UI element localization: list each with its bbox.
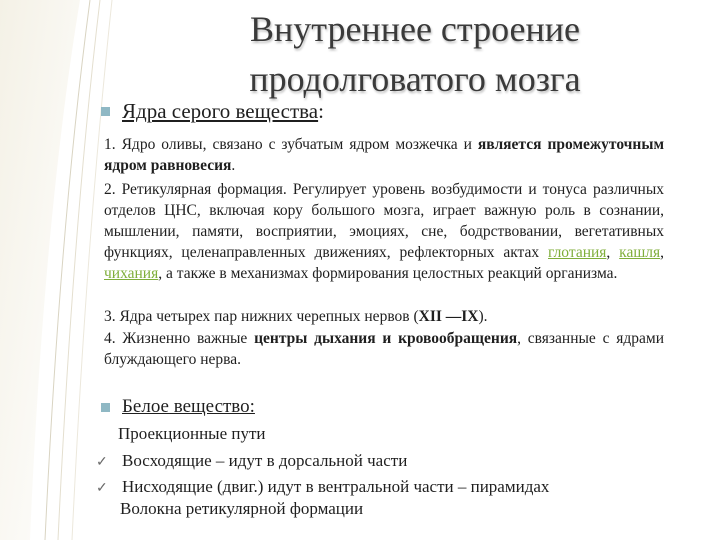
item1-end: . xyxy=(231,157,236,174)
square-bullet-icon xyxy=(101,107,110,116)
item4-bold: центры дыхания и кровообращения xyxy=(254,330,518,347)
gray-matter-label: Ядра серого вещества xyxy=(122,99,319,123)
item-cranial-nerves xyxy=(104,306,664,327)
item2-sep2: , xyxy=(660,244,665,261)
descending-text: Нисходящие (двиг.) идут в вентральной части – пирамидах xyxy=(122,477,550,496)
title-line-2: продолговатого мозга xyxy=(249,59,581,99)
item-vital-centers xyxy=(104,328,664,370)
page-title xyxy=(200,4,630,104)
gray-matter-colon: : xyxy=(318,99,324,123)
descending-item xyxy=(96,477,549,497)
checkmark-icon: ✓ xyxy=(96,481,108,496)
reticular-fibers: Волокна ретикулярной формации xyxy=(120,499,364,518)
link-sneeze[interactable]: чихания xyxy=(104,265,159,282)
gray-matter-heading xyxy=(101,99,324,124)
white-matter-label: Белое вещество: xyxy=(122,396,255,417)
item3-end: ). xyxy=(478,308,488,325)
item4-text: 4. Жизненно важные xyxy=(104,330,255,347)
item1-text: 1. Ядро оливы, связано с зубчатым ядром мозжечка и xyxy=(104,136,478,153)
item2-end: , а также в механизмах формирования целостных реакций организма. xyxy=(158,265,618,282)
item3-text: 3. Ядра четырех пар нижних черепных нервов ( xyxy=(104,308,419,325)
item2-text: 2. Ретикулярная формация. Регулирует уровень возбудимости и тонуса различных отделов ЦНС, включая кору большого мозга, играет важную роль в сознании, мышлении, памяти, восприятии, эмоциях, сне, бодрствовании, вегетативных функциях, целенаправленных движениях, рефлекторных актах xyxy=(104,181,664,261)
item4-end: , связанные с ядрами блуждающего нерва. xyxy=(104,330,664,368)
checkmark-icon: ✓ xyxy=(96,455,108,470)
square-bullet-icon xyxy=(101,403,110,412)
projection-pathways: Проекционные пути xyxy=(118,424,266,443)
item1-bold: является промежуточным ядром равновесия xyxy=(104,136,664,174)
white-matter-heading xyxy=(101,396,255,418)
item3-bold: XII —IX xyxy=(418,308,479,325)
item2-sep1: , xyxy=(606,244,620,261)
item-reticular-formation xyxy=(104,179,664,284)
item-olive-nucleus xyxy=(104,134,664,176)
ascending-item xyxy=(96,451,407,471)
title-line-1: Внутреннее строение xyxy=(250,9,580,49)
link-cough[interactable]: кашля xyxy=(619,244,661,261)
ascending-text: Восходящие – идут в дорсальной части xyxy=(122,451,408,470)
link-swallowing[interactable]: глотания xyxy=(548,244,607,261)
